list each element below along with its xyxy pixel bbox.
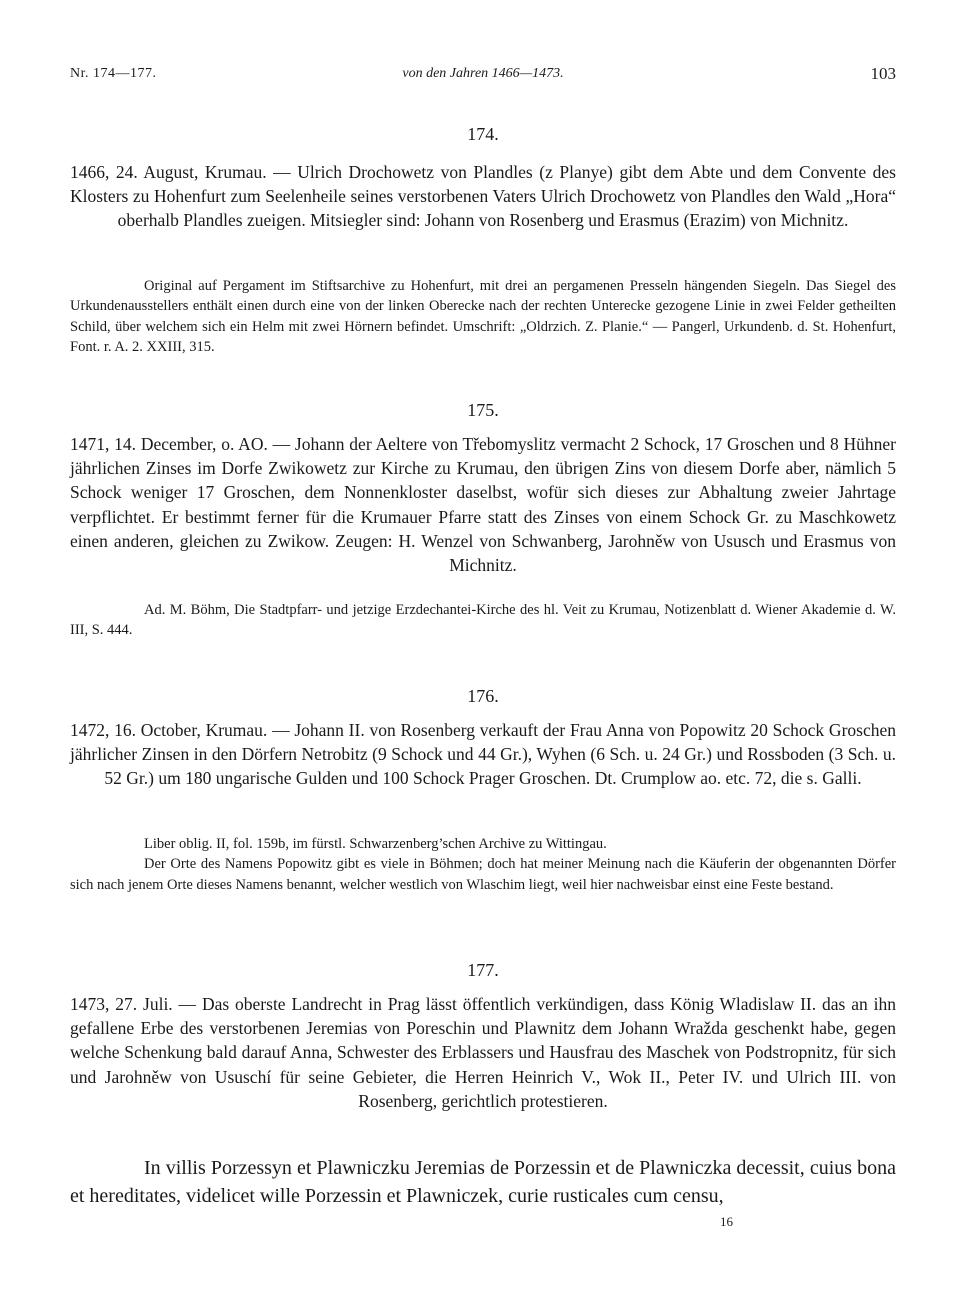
header-entry-range: Nr. 174—177. (70, 66, 157, 81)
entry-176-note-source: Liber oblig. II, fol. 159b, im fürstl. Schwarzenberg’schen Archive zu Wittingau. (144, 836, 607, 852)
entry-174-number: 174. (467, 124, 499, 144)
entry-175-note: Ad. M. Böhm, Die Stadtpfarr- und jetzige Erzdechantei-Kirche des hl. Veit zu Krumau, Notizenblatt d. Wiener Akademie d. W. III, S. 444. (70, 602, 896, 639)
entry-176-number: 176. (467, 686, 499, 706)
page-number: 103 (870, 64, 896, 83)
entry-175-number: 175. (467, 400, 499, 420)
entry-174-text: 1466, 24. August, Krumau. — Ulrich Drochowetz von Plandles (z Planye) gibt dem Abte und dem Convente des Klosters zu Hohenfurt zum Seelenheile seines verstorbenen Vaters Ulrich Drochowetz von Plandles den Wald „Hora“ oberhalb Plandles zueigen. Mitsiegler sind: Johann von Rosenberg und Erasmus (Erazim) von Michnitz. (70, 162, 896, 231)
entry-176-note-comment: Der Orte des Namens Popowitz gibt es viele in Böhmen; doch hat meiner Meinung nach die Käuferin der obgenannten Dörfer sich nach jenem Orte dieses Namens benannt, welcher westlich von Wlaschim liegt, weil hier nachweisbar einst eine Feste bestand. (70, 856, 896, 893)
entry-176-notes (70, 834, 896, 895)
printer-signature: 16 (720, 1214, 733, 1229)
entry-176-text: 1472, 16. October, Krumau. — Johann II. von Rosenberg verkauft der Frau Anna von Popowitz 20 Schock Groschen jährlicher Zinsen in den Dörfern Netrobitz (9 Schock und 44 Gr.), Wyhen (6 Sch. u. 24 Gr.) und Rossboden (3 Sch. u. 52 Gr.) um 180 ungarische Gulden und 100 Schock Prager Groschen. Dt. Crumplow ao. etc. 72, die s. Galli. (70, 720, 896, 789)
page-header (70, 66, 896, 88)
entry-174-note: Original auf Pergament im Stiftsarchive zu Hohenfurt, mit drei an pergamenen Presseln hängenden Siegeln. Das Siegel des Urkundenausstellers enthält einen durch eine von der linken Oberecke nach der rechten Unterecke gezogene Linie in zwei Felder getheilten Schild, über welchem sich ein Helm mit zwei Hörnern befindet. Umschrift: „Oldrzich. Z. Planie.“ — Pangerl, Urkundenb. d. St. Hohenfurt, Font. r. A. 2. XXIII, 315. (70, 278, 896, 356)
header-title: von den Jahren 1466—1473. (402, 66, 564, 81)
entry-175-text: 1471, 14. December, o. AO. — Johann der Aeltere von Třebomyslitz vermacht 2 Schock, 17 Groschen und 8 Hühner jährlichen Zinses im Dorfe Zwikowetz zur Kirche zu Krumau, den übrigen Zins von diesem Dorfe aber, nämlich 5 Schock weniger 17 Groschen, dem Nonnenkloster daselbst, wofür sich dieses zur Abhaltung zweier Jahrtage verpflichtet. Er bestimmt ferner für die Krumauer Pfarre statt des Zinses von einem Schock Gr. zu Maschkowetz einen anderen, gleichen zu Zwikow. Zeugen: H. Wenzel von Schwanberg, Jarohněw von Ususch und Erasmus von Michnitz. (70, 434, 896, 576)
entry-177-latin-text: In villis Porzessyn et Plawniczku Jeremias de Porzessin et de Plawniczka decessit, cuius bona et hereditates, videlicet wille Porzessin et Plawniczek, curie rusticales cum censu, (70, 1157, 896, 1207)
entry-177-number: 177. (467, 960, 499, 980)
entry-177-text: 1473, 27. Juli. — Das oberste Landrecht in Prag lässt öffentlich verkündigen, dass König Wladislaw II. das an ihn gefallene Erbe des verstorbenen Jeremias von Poreschin und Plawnitz dem Johann Wražda geschenkt habe, gegen welche Schenkung bald darauf Anna, Schwester des Erblassers und Hausfrau des Maschek von Podstropnitz, für sich und Jarohněw von Ususchí für seine Gebieter, die Herren Heinrich V., Wok II., Peter IV. und Ulrich III. von Rosenberg, gerichtlich protestieren. (70, 994, 896, 1111)
